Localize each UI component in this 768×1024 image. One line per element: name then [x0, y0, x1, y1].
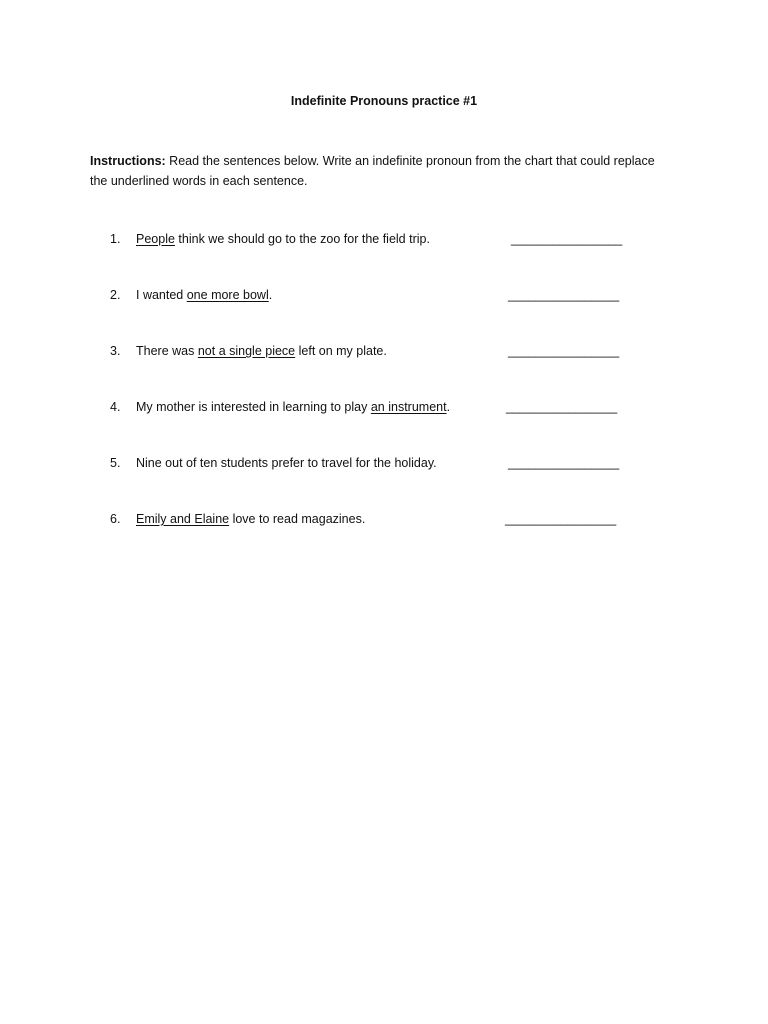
- question-item-2: [0, 285, 768, 305]
- question-item-5: [0, 453, 768, 473]
- instructions: [90, 151, 690, 191]
- question-number: 3.: [110, 344, 121, 358]
- sentence-before: There was: [136, 344, 198, 358]
- underlined-words: Emily and Elaine: [136, 512, 230, 526]
- question-number: 4.: [110, 400, 121, 414]
- answer-blank[interactable]: ________________: [508, 456, 620, 470]
- instructions-text-line2: the underlined words in each sentence.: [90, 174, 308, 188]
- question-sentence: [136, 285, 272, 305]
- sentence-before: I wanted: [136, 288, 187, 302]
- question-number: 2.: [110, 288, 121, 302]
- underlined-words: one more bowl: [186, 288, 269, 302]
- sentence-after: .: [446, 400, 451, 414]
- underlined-words: an instrument: [370, 400, 447, 414]
- sentence-before: Nine out of ten students prefer to travel for the holiday.: [136, 456, 437, 470]
- sentence-after: love to read magazines.: [229, 512, 366, 526]
- sentence-before: My mother is interested in learning to play: [136, 400, 371, 414]
- question-sentence: [136, 453, 437, 473]
- question-number: 5.: [110, 456, 121, 470]
- underlined-words: People: [136, 232, 175, 246]
- question-sentence: [136, 397, 450, 417]
- question-number: 6.: [110, 512, 121, 526]
- sentence-after: .: [268, 288, 273, 302]
- answer-blank[interactable]: ________________: [511, 232, 623, 246]
- question-sentence: [136, 509, 365, 529]
- question-sentence: [136, 341, 387, 361]
- question-item-1: [0, 229, 768, 249]
- answer-blank[interactable]: ________________: [508, 288, 620, 302]
- question-item-6: [0, 509, 768, 529]
- answer-blank[interactable]: ________________: [506, 400, 618, 414]
- question-item-4: [0, 397, 768, 417]
- sentence-after: left on my plate.: [295, 344, 387, 358]
- instructions-lead: Instructions:: [90, 154, 166, 168]
- question-item-3: [0, 341, 768, 361]
- answer-blank[interactable]: ________________: [508, 344, 620, 358]
- page-title: Indefinite Pronouns practice #1: [290, 94, 478, 108]
- answer-blank[interactable]: ________________: [505, 512, 617, 526]
- underlined-words: not a single piece: [197, 344, 296, 358]
- instructions-text-line1: Read the sentences below. Write an indefinite pronoun from the chart that could replace: [165, 154, 655, 168]
- question-number: 1.: [110, 232, 121, 246]
- sentence-after: think we should go to the zoo for the field trip.: [174, 232, 430, 246]
- question-sentence: [136, 229, 430, 249]
